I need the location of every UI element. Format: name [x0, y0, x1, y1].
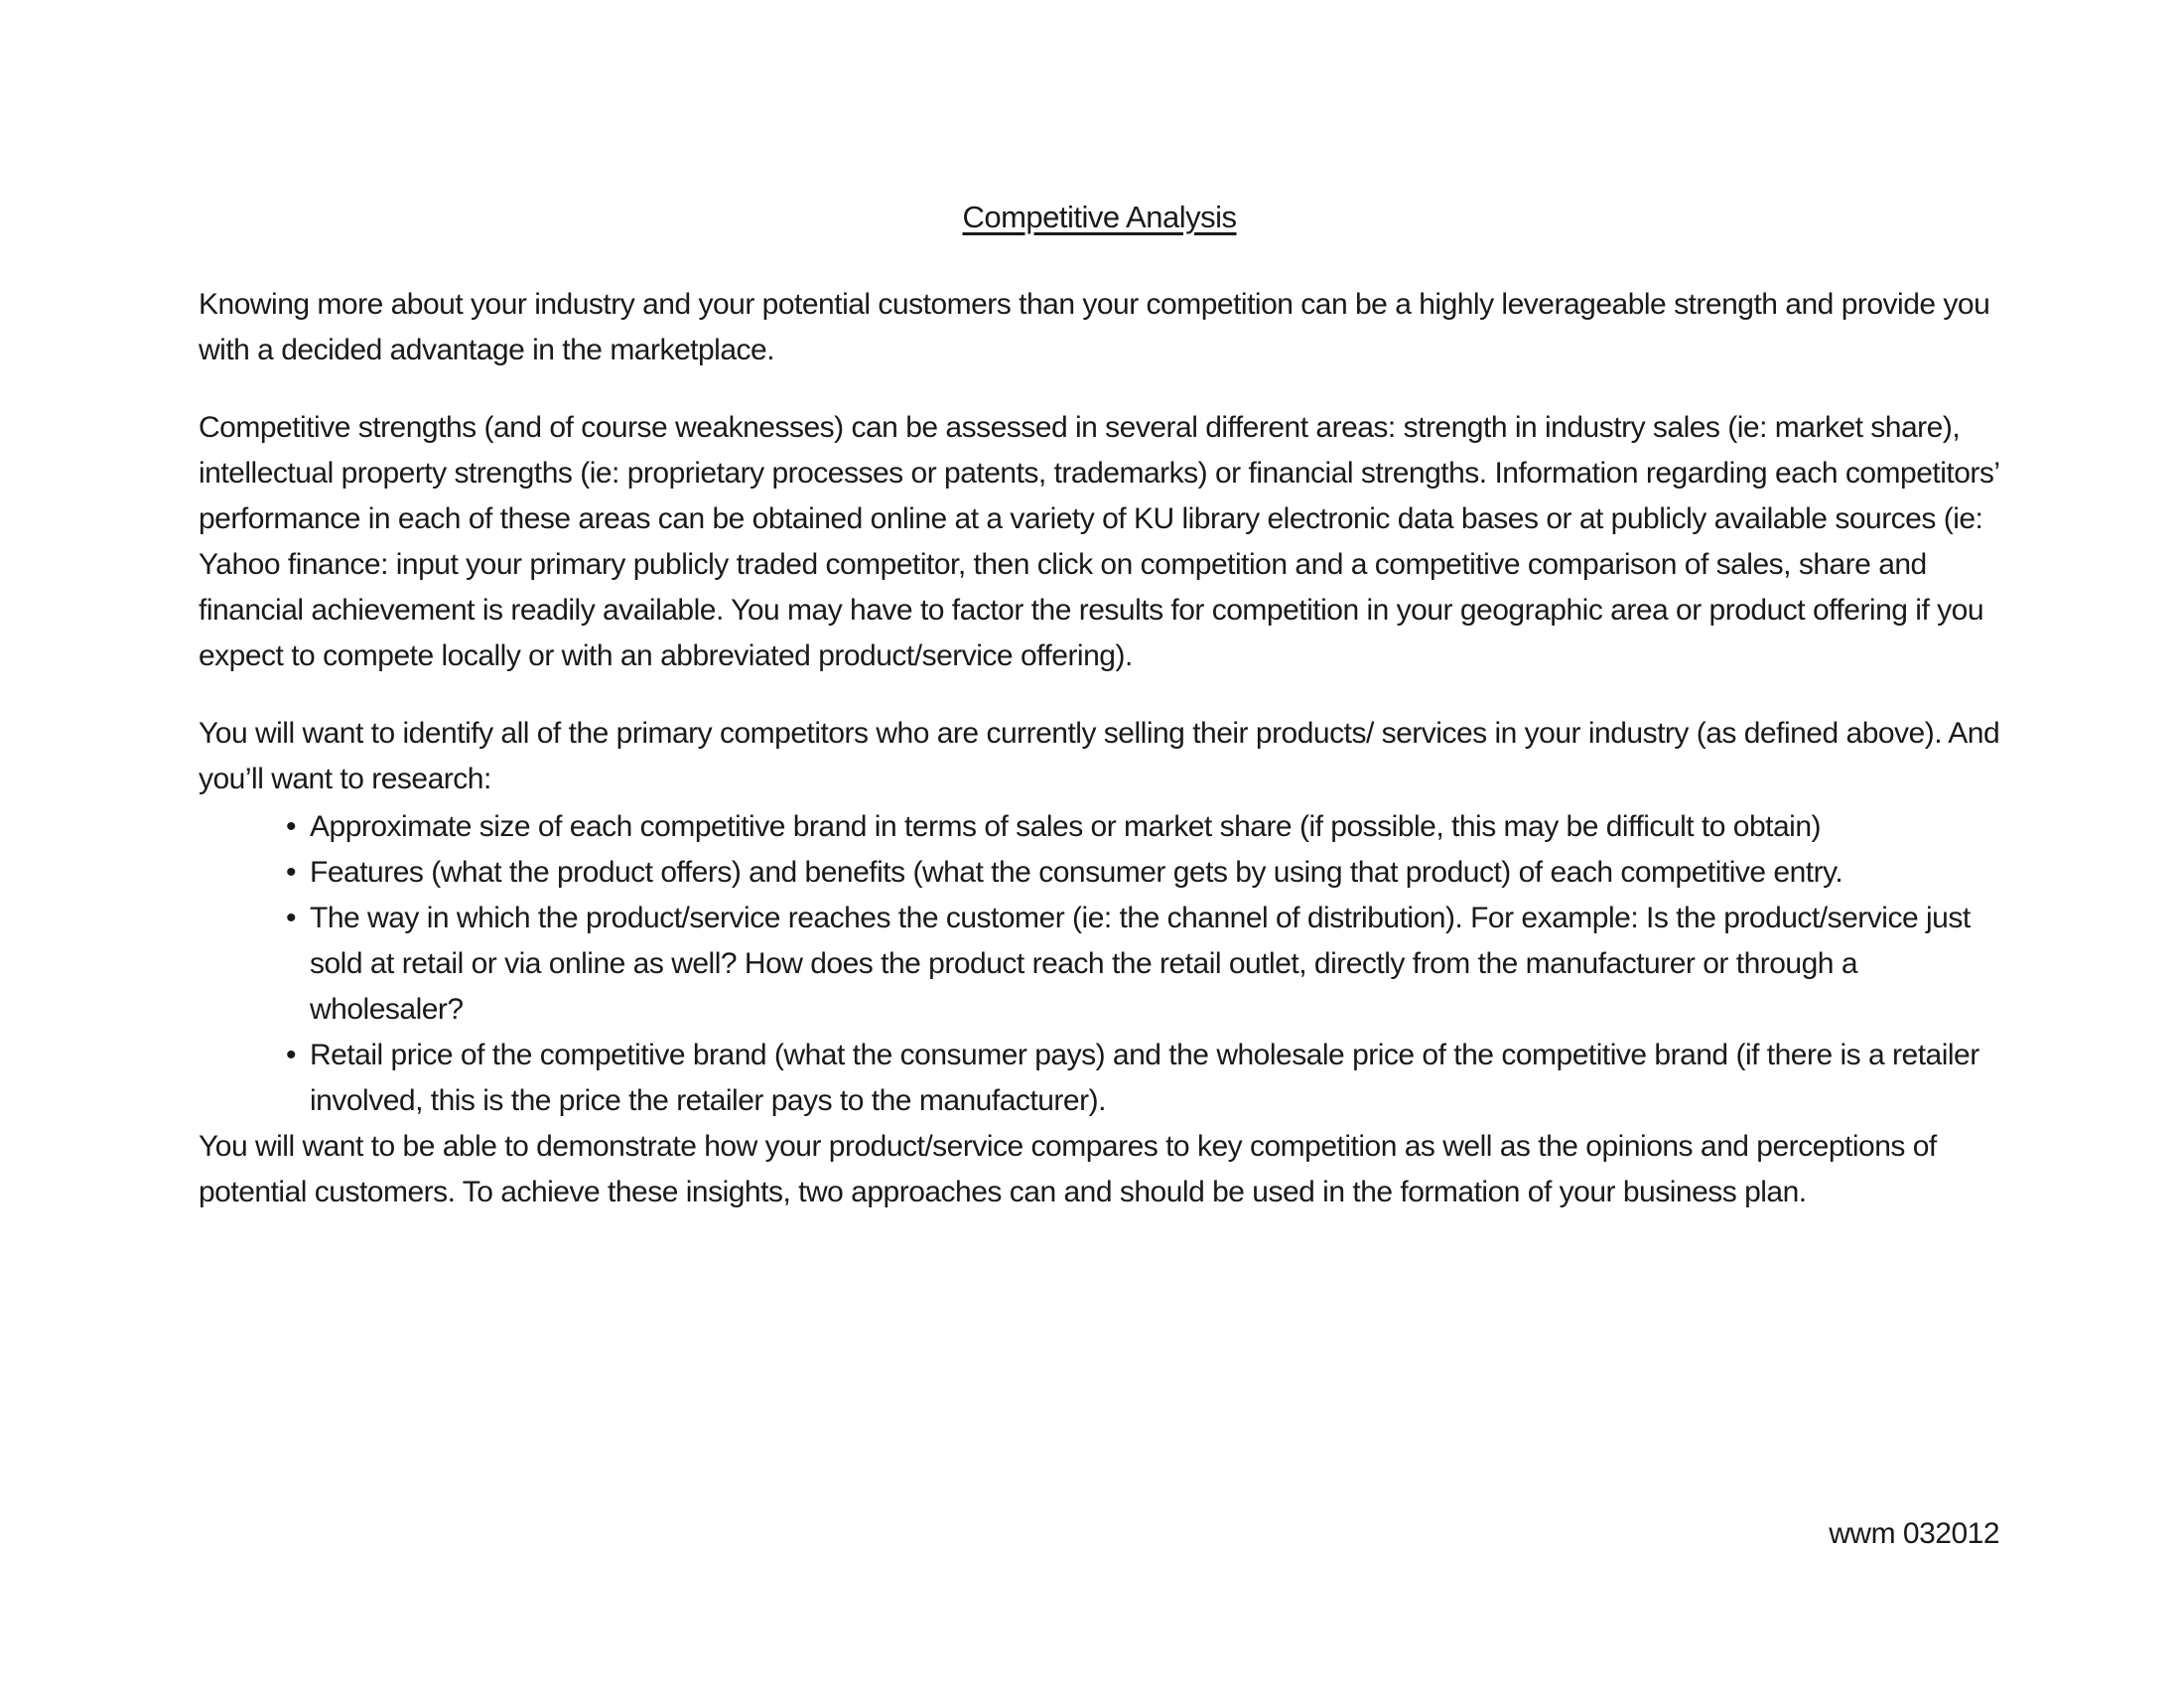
list-item: [286, 896, 2000, 1033]
list-item: [286, 1033, 2000, 1124]
document-body: [199, 195, 2000, 1247]
footer-note: wwm 032012: [1829, 1517, 1999, 1550]
bullet-text-size: Approximate size of each competitive brand in terms of sales or market share (if possible, this may be difficult to obtain): [310, 810, 1821, 843]
bullet-text-price: Retail price of the competitive brand (what the consumer pays) and the wholesale price of the competitive brand (if there is a retailer involved, this is the price the retailer pays to the manufacturer).: [310, 1039, 1979, 1117]
paragraph-closing: You will want to be able to demonstrate how your product/service compares to key competition as well as the opinions and perceptions of potential customers. To achieve these insights, two approaches can and should be used in the formation of your business plan.: [199, 1130, 1937, 1208]
bullet-icon: [286, 850, 310, 896]
bullet-icon: [286, 896, 310, 941]
bullet-text-channel: The way in which the product/service reaches the customer (ie: the channel of distribution). For example: Is the product/service just sold at retail or via online as well? How does the product reach the retail outlet, directly from the manufacturer or through a wholesaler?: [310, 902, 1971, 1026]
research-bullet-list: [199, 804, 2000, 1124]
page-title: Competitive Analysis: [962, 200, 1237, 234]
bullet-icon: [286, 804, 310, 850]
paragraph-intro: Knowing more about your industry and your potential customers than your competition can be a highly leverageable strength and provide you with a decided advantage in the marketplace.: [199, 288, 1990, 366]
paragraph-identify: You will want to identify all of the primary competitors who are currently selling their products/ services in your industry (as defined above). And you’ll want to research:: [199, 717, 2000, 795]
bullet-text-features: Features (what the product offers) and benefits (what the consumer gets by using that product) of each competitive entry.: [310, 856, 1843, 889]
paragraph-strengths: Competitive strengths (and of course weaknesses) can be assessed in several different areas: strength in industry sales (ie: market share), intellectual property strengths (ie: proprietary processes or patents, trademarks) or financial strengths. Information regarding each competitors’ performance in each of these areas can be obtained online at a variety of KU library electronic data bases or at publicly available sources (ie: Yahoo finance: input your primary publicly traded competitor, then click on competition and a competitive comparison of sales, share and financial achievement is readily available. You may have to factor the results for competition in your geographic area or product offering if you expect to compete locally or with an abbreviated product/service offering).: [199, 411, 1999, 672]
list-item: [286, 804, 2000, 850]
bullet-icon: [286, 1033, 310, 1078]
list-item: [286, 850, 2000, 896]
